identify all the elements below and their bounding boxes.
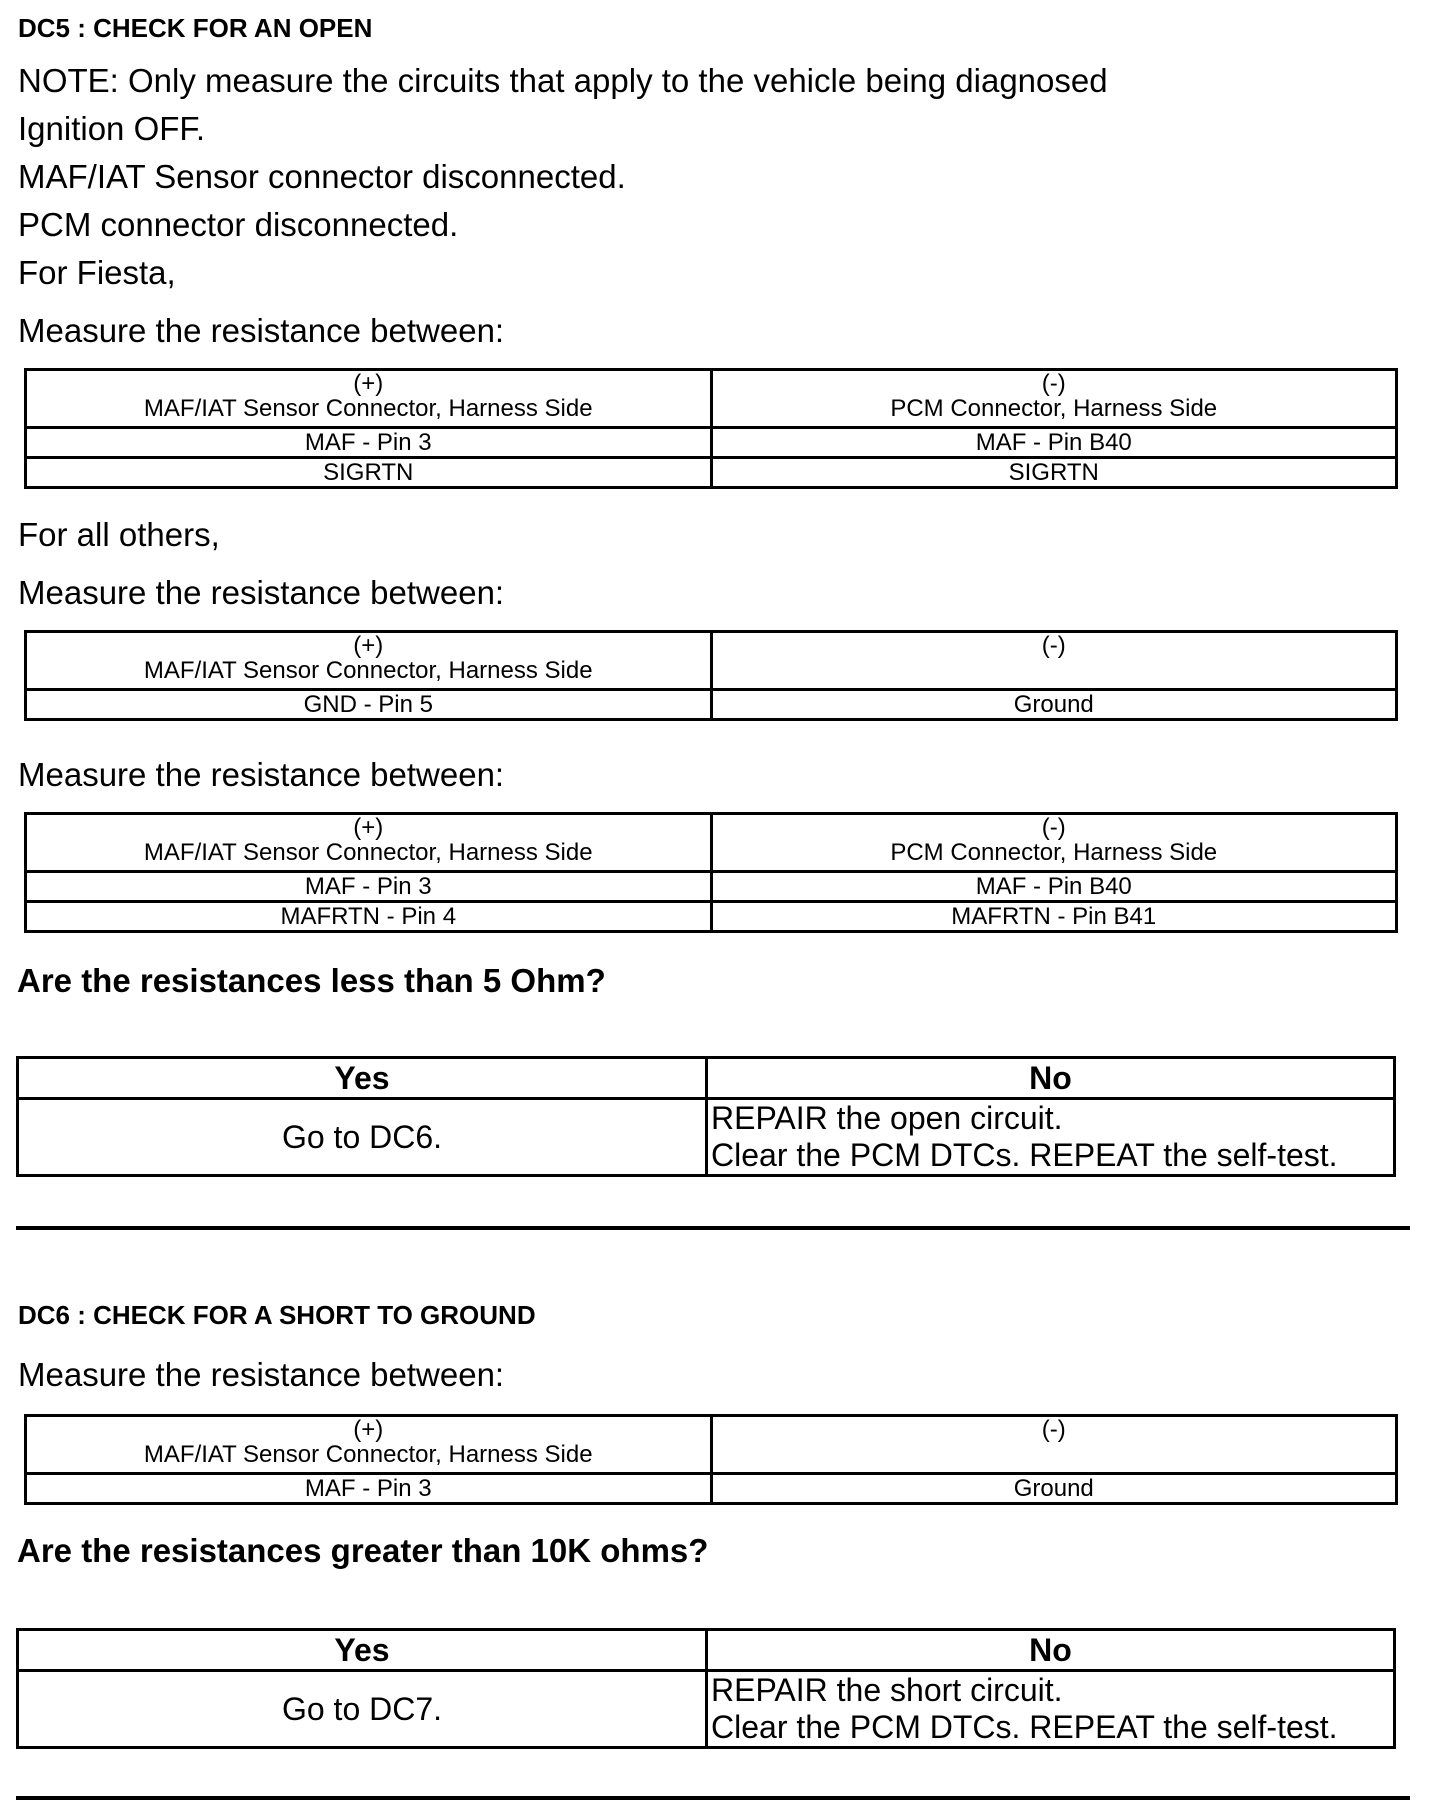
- pos-cell: MAF - Pin 3: [26, 428, 712, 458]
- table-row: [26, 458, 1397, 488]
- section-divider: [16, 1226, 1410, 1230]
- table-header-row: [26, 814, 1397, 872]
- decision-row: [18, 1671, 1395, 1748]
- section-divider: [16, 1796, 1410, 1800]
- neg-sign: (-): [1041, 632, 1066, 659]
- table-header-row: [26, 632, 1397, 690]
- neg-header-cell: [711, 814, 1397, 872]
- dc6-decision-table: [16, 1628, 1396, 1749]
- no-header: No: [707, 1058, 1395, 1099]
- dc5-measure-heading-1: Measure the resistance between:: [18, 312, 505, 349]
- dc6-title: DC6 : CHECK FOR A SHORT TO GROUND: [18, 1300, 536, 1330]
- neg-header-cell: [711, 1416, 1397, 1474]
- pos-cell: MAFRTN - Pin 4: [26, 902, 712, 932]
- dc5-measure-table-ground: [24, 630, 1398, 721]
- no-action-line-1: REPAIR the open circuit.: [711, 1100, 1063, 1136]
- decision-row: [18, 1099, 1395, 1176]
- pos-sign: (+): [353, 1416, 384, 1443]
- dc6-measure-table-ground: [24, 1414, 1398, 1505]
- dc6-measure-heading: Measure the resistance between:: [18, 1356, 505, 1393]
- pos-header-cell: [26, 814, 712, 872]
- pos-label: MAF/IAT Sensor Connector, Harness Side: [143, 1441, 593, 1468]
- dc5-decision-table: [16, 1056, 1396, 1177]
- neg-cell: MAF - Pin B40: [711, 872, 1397, 902]
- pos-cell: MAF - Pin 3: [26, 872, 712, 902]
- dc5-measure-heading-3: Measure the resistance between:: [18, 756, 505, 793]
- dc5-for-fiesta: For Fiesta,: [18, 254, 176, 291]
- neg-sign: (-): [1041, 814, 1066, 841]
- dc5-question: Are the resistances less than 5 Ohm?: [17, 962, 606, 999]
- table-header-row: [26, 370, 1397, 428]
- dc5-note: NOTE: Only measure the circuits that apply to the vehicle being diagnosed: [18, 62, 1108, 99]
- table-row: [26, 428, 1397, 458]
- neg-cell: MAF - Pin B40: [711, 428, 1397, 458]
- neg-label: PCM Connector, Harness Side: [890, 395, 1218, 422]
- table-row: [26, 872, 1397, 902]
- neg-cell: SIGRTN: [711, 458, 1397, 488]
- dc5-maf-disconnect-step: MAF/IAT Sensor connector disconnected.: [18, 158, 626, 195]
- yes-action: Go to DC6.: [18, 1099, 707, 1176]
- pos-sign: (+): [353, 814, 384, 841]
- pos-sign: (+): [353, 370, 384, 397]
- dc5-ignition-step: Ignition OFF.: [18, 110, 206, 147]
- neg-sign: (-): [1041, 1416, 1066, 1443]
- pos-header-cell: [26, 370, 712, 428]
- neg-cell: Ground: [711, 1474, 1397, 1504]
- pos-label: MAF/IAT Sensor Connector, Harness Side: [143, 839, 593, 866]
- dc5-measure-heading-2: Measure the resistance between:: [18, 574, 505, 611]
- neg-sign: (-): [1041, 370, 1066, 397]
- no-header: No: [707, 1630, 1395, 1671]
- pos-label: MAF/IAT Sensor Connector, Harness Side: [143, 395, 593, 422]
- table-row: [26, 902, 1397, 932]
- pos-cell: MAF - Pin 3: [26, 1474, 712, 1504]
- neg-cell: Ground: [711, 690, 1397, 720]
- pos-sign: (+): [353, 632, 384, 659]
- no-action-cell: [707, 1671, 1395, 1748]
- table-row: [26, 1474, 1397, 1504]
- decision-header-row: [18, 1630, 1395, 1671]
- no-action-cell: [707, 1099, 1395, 1176]
- dc5-pcm-disconnect-step: PCM connector disconnected.: [18, 206, 459, 243]
- dc5-measure-table-mafrtn: [24, 812, 1398, 933]
- table-row: [26, 690, 1397, 720]
- decision-header-row: [18, 1058, 1395, 1099]
- yes-header: Yes: [18, 1630, 707, 1671]
- neg-cell: MAFRTN - Pin B41: [711, 902, 1397, 932]
- table-header-row: [26, 1416, 1397, 1474]
- neg-header-cell: [711, 370, 1397, 428]
- dc5-measure-table-fiesta: [24, 368, 1398, 489]
- pos-cell: GND - Pin 5: [26, 690, 712, 720]
- neg-header-cell: [711, 632, 1397, 690]
- dc5-title: DC5 : CHECK FOR AN OPEN: [18, 13, 373, 43]
- yes-action: Go to DC7.: [18, 1671, 707, 1748]
- pos-header-cell: [26, 632, 712, 690]
- pos-header-cell: [26, 1416, 712, 1474]
- dc6-question: Are the resistances greater than 10K ohms?: [17, 1532, 709, 1569]
- neg-label: PCM Connector, Harness Side: [890, 839, 1218, 866]
- no-action-line-1: REPAIR the short circuit.: [711, 1672, 1063, 1708]
- pos-label: MAF/IAT Sensor Connector, Harness Side: [143, 657, 593, 684]
- pos-cell: SIGRTN: [26, 458, 712, 488]
- dc5-for-all-others: For all others,: [18, 516, 220, 553]
- yes-header: Yes: [18, 1058, 707, 1099]
- no-action-line-2: Clear the PCM DTCs. REPEAT the self-test.: [711, 1137, 1338, 1173]
- no-action-line-2: Clear the PCM DTCs. REPEAT the self-test.: [711, 1709, 1338, 1745]
